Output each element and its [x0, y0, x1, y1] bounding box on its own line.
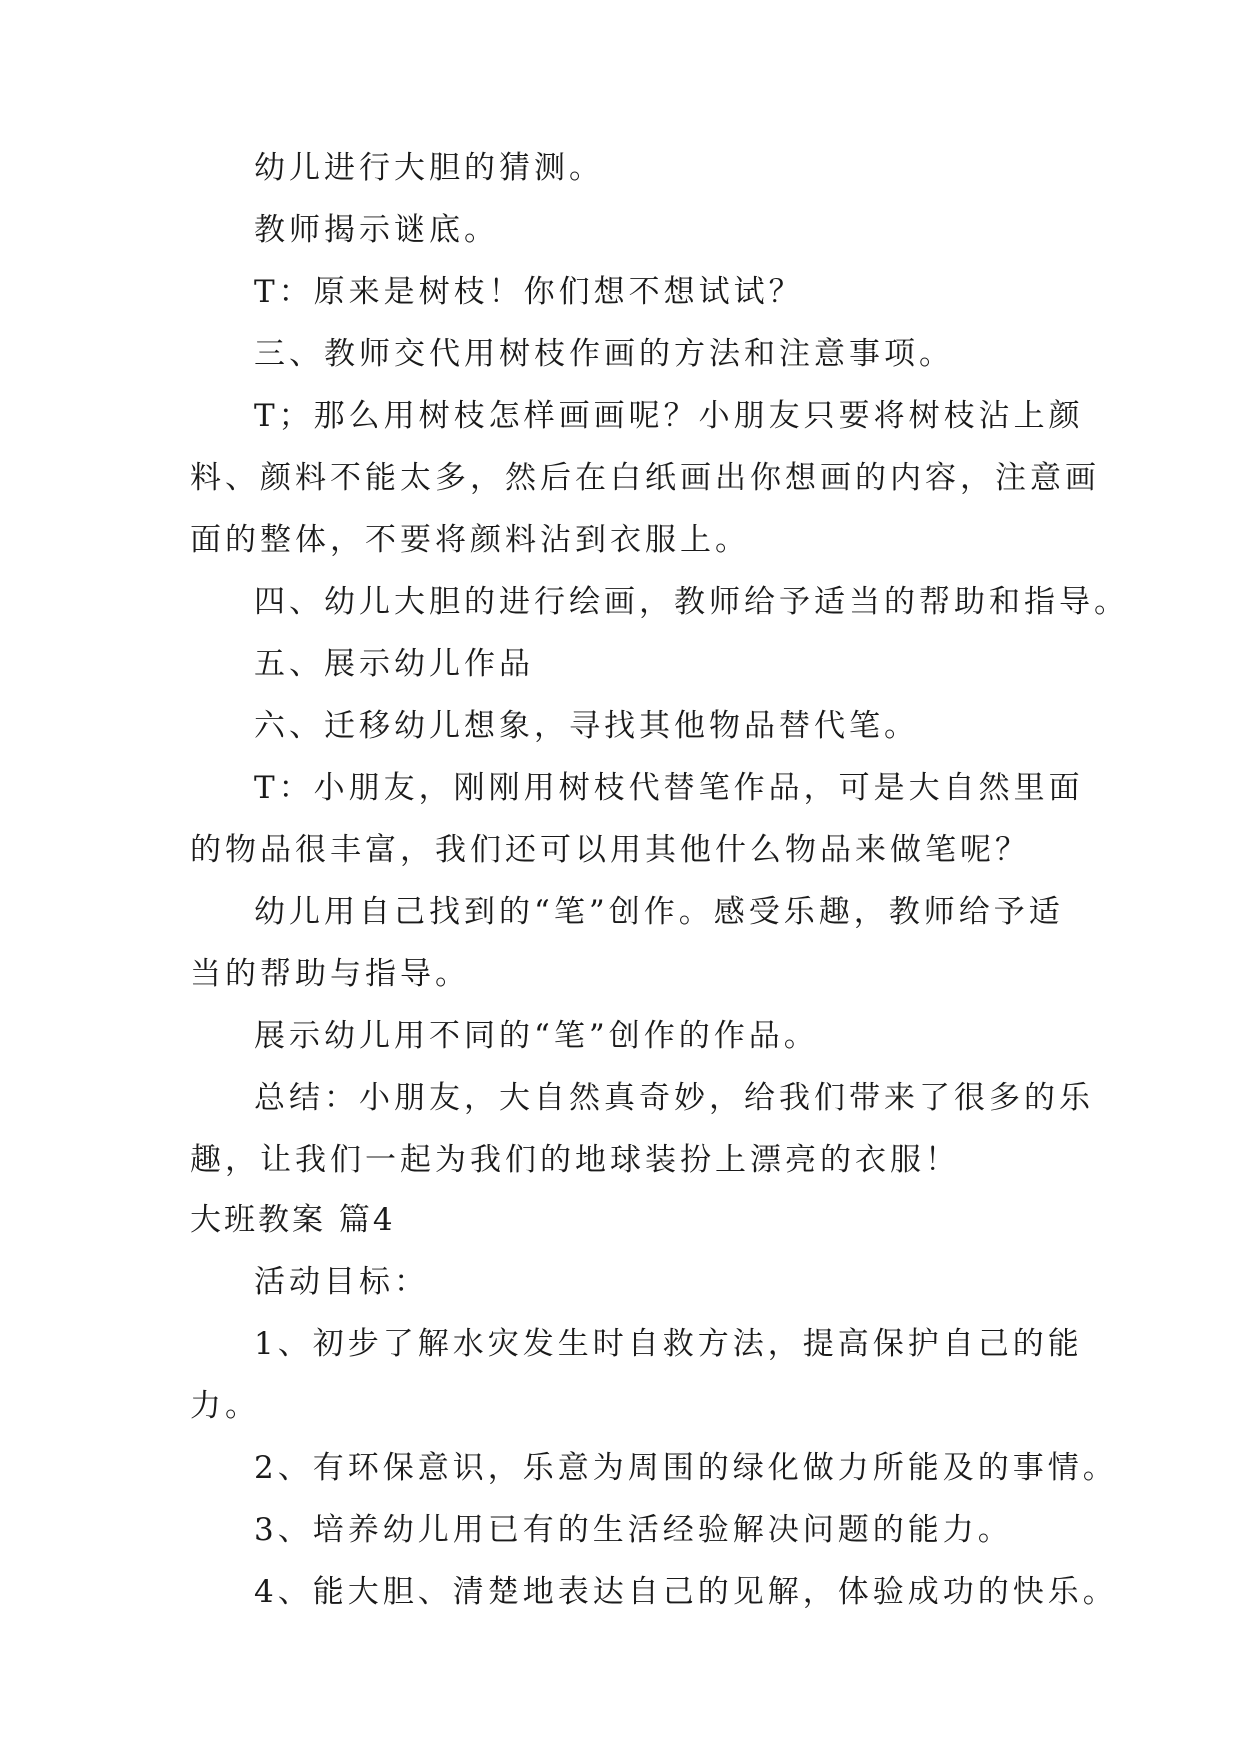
list-item: 1、初步了解水灾发生时自救方法，提高保护自己的能 [254, 1326, 1083, 1362]
paragraph-line: 三、教师交代用树枝作画的方法和注意事项。 [254, 336, 954, 372]
list-item: 3、培养幼儿用已有的生活经验解决问题的能力。 [254, 1512, 1013, 1548]
paragraph-line: 四、幼儿大胆的进行绘画，教师给予适当的帮助和指导。 [254, 584, 1129, 620]
list-item: 2、有环保意识，乐意为周围的绿化做力所能及的事情。 [254, 1450, 1118, 1486]
paragraph-line: 幼儿进行大胆的猜测。 [254, 150, 604, 186]
section-heading: 大班教案 篇4 [190, 1202, 396, 1238]
paragraph-line: 展示幼儿用不同的“笔”创作的作品。 [254, 1018, 819, 1054]
paragraph-line: T：小朋友，刚刚用树枝代替笔作品，可是大自然里面 [254, 770, 1084, 806]
paragraph-line: 幼儿用自己找到的“笔”创作。感受乐趣，教师给予适 [254, 894, 1064, 930]
paragraph-line: 六、迁移幼儿想象，寻找其他物品替代笔。 [254, 708, 919, 744]
paragraph-line: T：原来是树枝！你们想不想试试？ [254, 274, 804, 310]
paragraph-line: 教师揭示谜底。 [254, 212, 499, 248]
paragraph-line: 活动目标： [254, 1264, 429, 1300]
paragraph-line: 当的帮助与指导。 [190, 956, 470, 992]
paragraph-line: 总结：小朋友，大自然真奇妙，给我们带来了很多的乐 [254, 1080, 1094, 1116]
paragraph-line: 料、颜料不能太多，然后在白纸画出你想画的内容，注意画 [190, 460, 1100, 496]
paragraph-line: 五、展示幼儿作品 [254, 646, 534, 682]
list-item-continuation: 力。 [190, 1388, 260, 1424]
paragraph-line: 的物品很丰富，我们还可以用其他什么物品来做笔呢？ [190, 832, 1030, 868]
list-item: 4、能大胆、清楚地表达自己的见解，体验成功的快乐。 [254, 1574, 1118, 1610]
paragraph-line: 趣，让我们一起为我们的地球装扮上漂亮的衣服！ [190, 1142, 960, 1178]
paragraph-line: T；那么用树枝怎样画画呢？小朋友只要将树枝沾上颜 [254, 398, 1084, 434]
paragraph-line: 面的整体，不要将颜料沾到衣服上。 [190, 522, 750, 558]
